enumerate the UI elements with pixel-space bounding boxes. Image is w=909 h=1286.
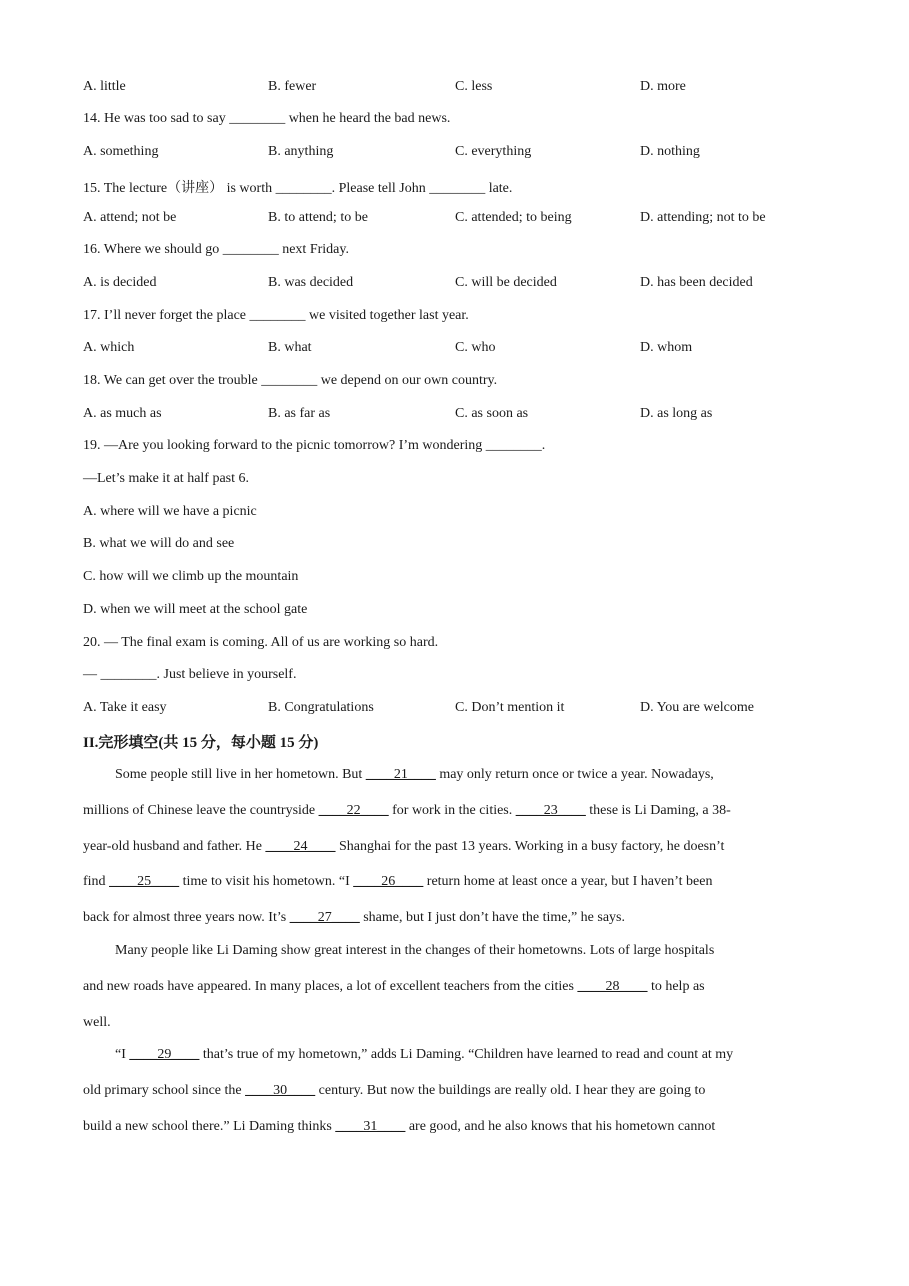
q14-option-d: D. nothing (640, 144, 700, 159)
q19-stem: 19. —Are you looking forward to the picnic tomorrow? I’m wondering ________. (83, 438, 546, 453)
q17-option-d: D. whom (640, 340, 693, 355)
paragraph-line (83, 793, 828, 829)
q15-option-d: D. attending; not to be (640, 210, 766, 225)
q18-option-b: B. as far as (268, 406, 331, 421)
blank-26: ____26____ (353, 874, 424, 890)
text-run: “I (115, 1047, 130, 1062)
cloze-paragraph-2 (83, 933, 828, 1040)
paragraph-line (83, 900, 828, 936)
text-run: for work in the cities. (388, 802, 516, 818)
text-run: back for almost three years now. It’s (83, 910, 290, 926)
q15-option-a: A. attend; not be (83, 210, 177, 225)
text-run: millions of Chinese leave the countryside (83, 802, 319, 818)
blank-28: ____28____ (577, 978, 648, 994)
text-run: century. But now the buildings are really old. I hear they are going to (315, 1082, 706, 1098)
text-run: year-old husband and father. He (83, 838, 266, 854)
paragraph-line (83, 1109, 828, 1145)
q16-stem: 16. Where we should go ________ next Friday. (83, 242, 349, 257)
paragraph-line: Many people like Li Daming show great interest in the changes of their hometowns. Lots of large hospitals (115, 943, 715, 958)
q17-option-b: B. what (268, 340, 312, 355)
q20-stem: 20. — The final exam is coming. All of us are working so hard. (83, 635, 439, 650)
paragraph-line (83, 829, 828, 865)
q18-option-a: A. as much as (83, 406, 162, 421)
q18-stem: 18. We can get over the trouble ________ we depend on our own country. (83, 373, 498, 388)
blank-31: ____31____ (335, 1118, 406, 1134)
q19-option-c: C. how will we climb up the mountain (83, 569, 299, 584)
blank-29: ____29____ (129, 1047, 200, 1062)
q16-option-c: C. will be decided (455, 275, 557, 290)
q20-option-a: A. Take it easy (83, 700, 167, 715)
q15-option-c: C. attended; to being (455, 210, 572, 225)
q20-option-d: D. You are welcome (640, 700, 754, 715)
q19-option-b: B. what we will do and see (83, 536, 235, 551)
blank-27: ____27____ (289, 910, 360, 926)
text-run: old primary school since the (83, 1082, 246, 1098)
cloze-paragraph-1 (83, 757, 828, 936)
paragraph-line (83, 969, 828, 1005)
q16-option-b: B. was decided (268, 275, 354, 290)
blank-24: ____24____ (265, 838, 336, 854)
blank-21: ____21____ (365, 767, 436, 782)
q18-option-c: C. as soon as (455, 406, 529, 421)
blank-22: ____22____ (318, 802, 389, 818)
q15-option-b: B. to attend; to be (268, 210, 368, 225)
blank-25: ____25____ (109, 874, 180, 890)
text-run: to help as (647, 978, 705, 994)
text-run: shame, but I just don’t have the time,” he says. (359, 910, 625, 926)
q19-option-d: D. when we will meet at the school gate (83, 602, 308, 617)
q16-option-d: D. has been decided (640, 275, 753, 290)
blank-23: ____23____ (515, 802, 586, 818)
paragraph-line (83, 864, 828, 900)
text-run: and new roads have appeared. In many places, a lot of excellent teachers from the cities (83, 978, 578, 994)
text-run: find (83, 874, 110, 890)
q14-option-a: A. something (83, 144, 159, 159)
text-run: these is Li Daming, a 38- (585, 802, 731, 818)
q14-stem: 14. He was too sad to say ________ when he heard the bad news. (83, 111, 451, 126)
text-run: time to visit his hometown. “I (179, 874, 354, 890)
q13-option-b: B. fewer (268, 79, 317, 94)
text-run: are good, and he also knows that his hometown cannot (405, 1118, 716, 1134)
q17-stem: 17. I’ll never forget the place ________ we visited together last year. (83, 308, 469, 323)
q19-reply: —Let’s make it at half past 6. (83, 471, 250, 486)
q14-option-b: B. anything (268, 144, 334, 159)
q20-option-b: B. Congratulations (268, 700, 374, 715)
paragraph-line (83, 1037, 828, 1073)
text-run: return home at least once a year, but I haven’t been (423, 874, 713, 890)
q13-option-c: C. less (455, 79, 493, 94)
q17-option-a: A. which (83, 340, 135, 355)
text-run: build a new school there.” Li Daming thinks (83, 1118, 336, 1134)
paragraph-line: well. (83, 1014, 111, 1030)
cloze-paragraph-3 (83, 1037, 828, 1144)
text-run: that’s true of my hometown,” adds Li Daming. “Children have learned to read and count at my (199, 1047, 734, 1062)
q14-option-c: C. everything (455, 144, 532, 159)
q15-stem: 15. The lecture（讲座） is worth ________. Please tell John ________ late. (83, 181, 513, 196)
section-heading: II.完形填空(共 15 分，每小题 15 分) (83, 735, 319, 751)
paragraph-line (83, 1073, 828, 1109)
q13-option-d: D. more (640, 79, 686, 94)
q20-option-c: C. Don’t mention it (455, 700, 565, 715)
q18-option-d: D. as long as (640, 406, 713, 421)
q16-option-a: A. is decided (83, 275, 157, 290)
text-run: Shanghai for the past 13 years. Working in a busy factory, he doesn’t (335, 838, 725, 854)
q13-option-a: A. little (83, 79, 126, 94)
q19-option-a: A. where will we have a picnic (83, 504, 257, 519)
text-run: Some people still live in her hometown. But (115, 767, 366, 782)
q17-option-c: C. who (455, 340, 496, 355)
text-run: may only return once or twice a year. Nowadays, (435, 767, 714, 782)
q20-reply: — ________. Just believe in yourself. (83, 667, 297, 682)
blank-30: ____30____ (245, 1082, 316, 1098)
paragraph-line (83, 757, 828, 793)
